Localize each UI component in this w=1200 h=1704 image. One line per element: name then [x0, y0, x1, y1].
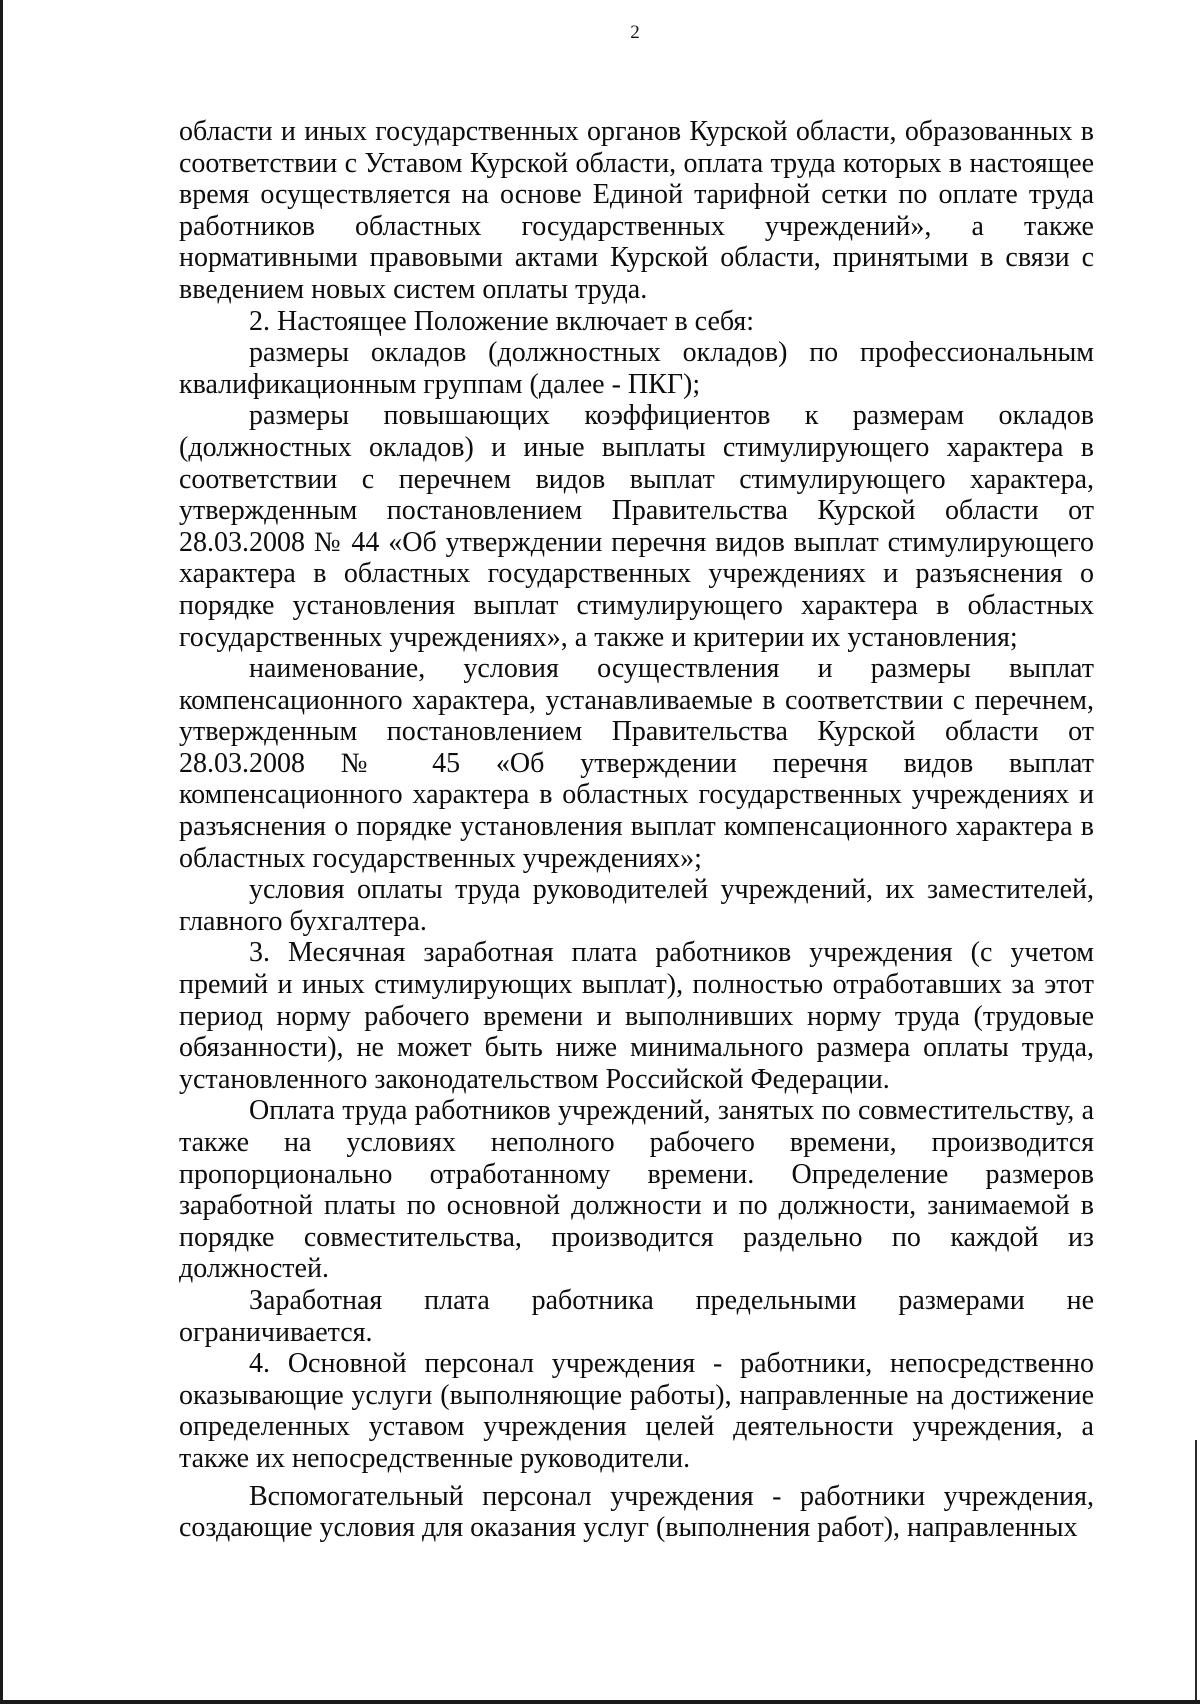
paragraph-item-3: 3. Месячная заработная плата работников учреждения (с учетом премий и иных стимулирующих выплат), полностью отработавших за этот период норму рабочего времени и выполнивших норму труда (трудовые обязанности), не может быть ниже минимального размера оплаты труда, установленного законодательством Российской Федерации.	[179, 937, 1094, 1095]
paragraph-continuation: области и иных государственных органов Курской области, образованных в соответствии с Уставом Курской области, оплата труда которых в настоящее время осуществляется на основе Единой тарифной сетки по оплате труда работников областных государственных учреждений», а также нормативными правовыми актами Курской области, принятыми в связи с введением новых систем оплаты труда.	[179, 116, 1094, 305]
document-body	[179, 116, 1094, 1544]
paragraph-item-2: 2. Настоящее Положение включает в себя:	[249, 305, 755, 337]
page-number: 2	[630, 22, 640, 43]
paragraph-incentive-payments: размеры повышающих коэффициентов к размерам окладов (должностных окладов) и иные выплаты стимулирующего характера в соответствии с перечнем видов выплат стимулирующего характера, утвержденным постановлением Правительства Курской области от 28.03.2008 № 44 «Об утверждении перечня видов выплат стимулирующего характера в областных государственных учреждениях и разъяснения о порядке установления выплат стимулирующего характера в областных государственных учреждениях», а также и критерии их установления;	[179, 400, 1094, 653]
paragraph-item-4: 4. Основной персонал учреждения - работники, непосредственно оказывающие услуги (выполняющие работы), направленные на достижение определенных уставом учреждения целей деятельности учреждения, а также их непосредственные руководители.	[179, 1348, 1094, 1474]
paragraph-salary-limit: Заработная плата работника предельными размерами не ограничивается.	[179, 1284, 1094, 1348]
paragraph-auxiliary-staff: Вспомогательный персонал учреждения - работники учреждения, создающие условия для оказания услуг (выполнения работ), направленных	[179, 1480, 1094, 1544]
paragraph-part-time: Оплата труда работников учреждений, занятых по совместительству, а также на условиях неполного рабочего времени, производится пропорционально отработанному времени. Определение размеров заработной платы по основной должности и по должности, занимаемой в порядке совместительства, производится раздельно по каждой из должностей.	[179, 1095, 1094, 1285]
paragraph-management-conditions: условия оплаты труда руководителей учреждений, их заместителей, главного бухгалтера.	[179, 874, 1094, 937]
scan-edge-bottom	[0, 1700, 1200, 1704]
scan-edge-right	[1195, 1440, 1197, 1704]
paragraph-compensation-payments: наименование, условия осуществления и размеры выплат компенсационного характера, устанавливаемые в соответствии с перечнем, утвержденным постановлением Правительства Курской области от 28.03.2008 № 45 «Об утверждении перечня видов выплат компенсационного характера в областных государственных учреждениях и разъяснения о порядке установления выплат компенсационного характера в областных государственных учреждениях»;	[179, 653, 1094, 874]
scan-edge-left	[0, 0, 3, 1704]
paragraph-salary-sizes: размеры окладов (должностных окладов) по профессиональным квалификационным группам (далее - ПКГ);	[179, 337, 1094, 400]
